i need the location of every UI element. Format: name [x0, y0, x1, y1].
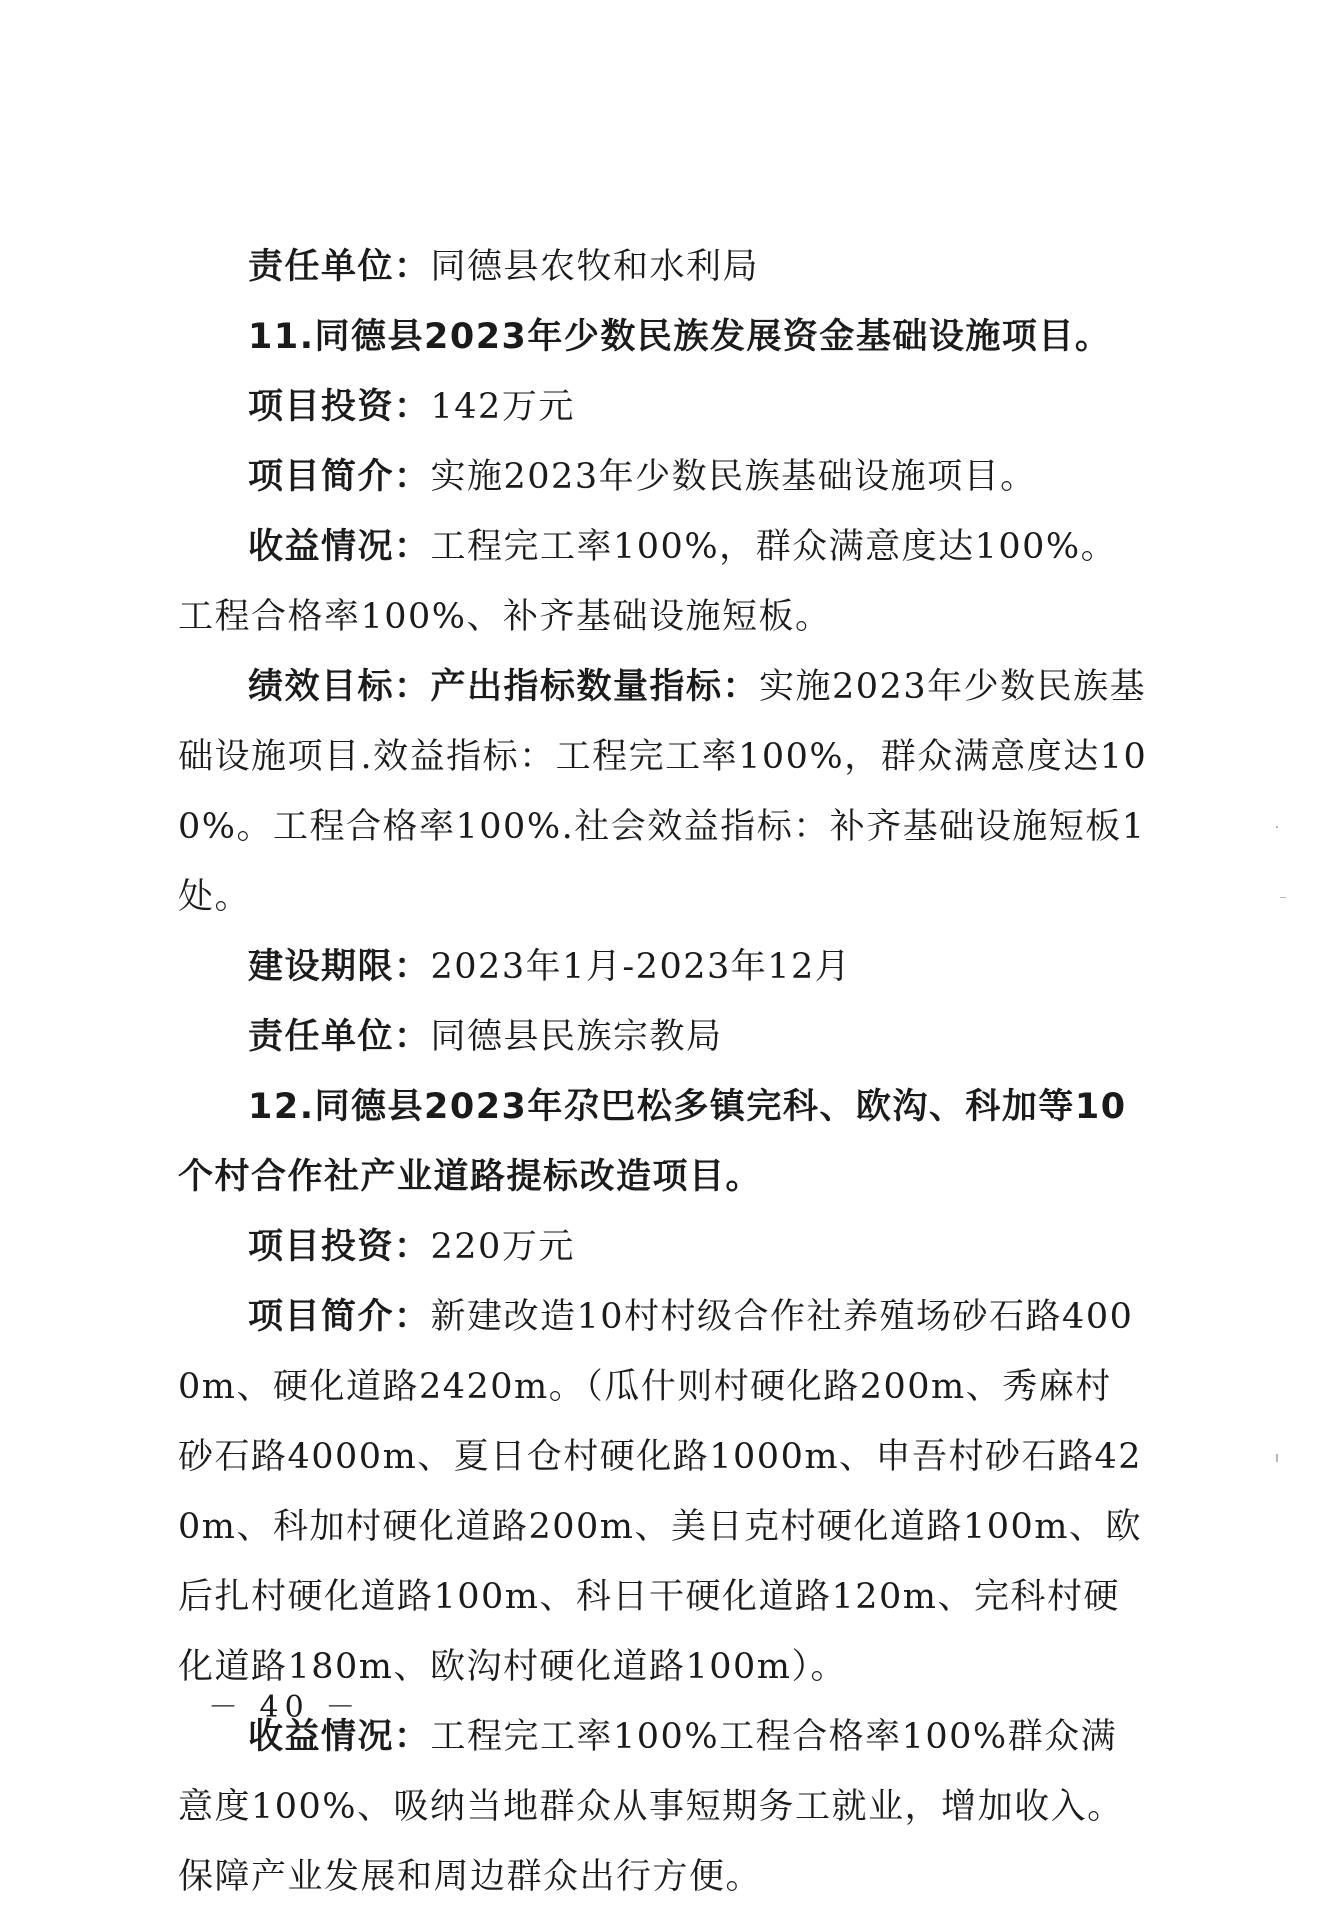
label-benefits: 收益情况：	[248, 527, 431, 567]
value-responsible-unit: 同德县民族宗教局	[430, 1017, 723, 1057]
page-number: － 40 －	[208, 1690, 362, 1725]
scan-speck	[1276, 1454, 1278, 1462]
value-benefits: 工程完工率100%，群众满意度达100%。工程合格率100%、补齐基础设施短板。	[178, 527, 1118, 637]
paragraph-performance-goals-11	[178, 652, 1148, 932]
paragraph-investment-12	[178, 1212, 1148, 1282]
paragraph-construction-period-11	[178, 932, 1148, 1002]
label-summary: 项目简介：	[248, 457, 431, 497]
value-construction-period: 2023年1月-2023年12月	[430, 947, 852, 987]
paragraph-benefits-12	[178, 1702, 1148, 1912]
value-summary: 实施2023年少数民族基础设施项目。	[430, 457, 1037, 497]
label-investment: 项目投资：	[248, 1227, 431, 1267]
paragraph-responsible-unit-1	[178, 232, 1148, 302]
scan-speck	[1276, 826, 1278, 828]
label-investment: 项目投资：	[248, 387, 431, 427]
paragraph-responsible-unit-11	[178, 1002, 1148, 1072]
value-responsible-unit: 同德县农牧和水利局	[430, 247, 760, 287]
project-11-heading: 11.同德县2023年少数民族发展资金基础设施项目。	[248, 317, 1112, 357]
label-construction-period: 建设期限：	[248, 947, 431, 987]
label-summary: 项目简介：	[248, 1297, 431, 1337]
value-benefits: 工程完工率100%工程合格率100%群众满意度100%、吸纳当地群众从事短期务工就业，增加收入。保障产业发展和周边群众出行方便。	[178, 1717, 1124, 1897]
paragraph-summary-11	[178, 442, 1148, 512]
label-benefits: 收益情况：	[248, 1717, 431, 1757]
paragraph-benefits-11	[178, 512, 1148, 652]
project-12-heading: 12.同德县2023年尕巴松多镇完科、欧沟、科加等10个村合作社产业道路提标改造项目。	[178, 1087, 1127, 1197]
value-summary: 新建改造10村村级合作社养殖场砂石路4000m、硬化道路2420m。（瓜什则村硬化路200m、秀麻村砂石路4000m、夏日仓村硬化路1000m、申吾村砂石路420m、科加村硬化道路200m、美日克村硬化道路100m、欧后扎村硬化道路100m、科日干硬化道路120m、完科村硬化道路180m、欧沟村硬化道路100m）。	[178, 1297, 1143, 1687]
paragraph-investment-11	[178, 372, 1148, 442]
paragraph-summary-12	[178, 1282, 1148, 1702]
scan-speck	[1280, 897, 1286, 898]
value-investment: 142万元	[430, 387, 575, 427]
value-investment: 220万元	[430, 1227, 575, 1267]
document-body	[178, 232, 1148, 1912]
label-performance-goals: 绩效目标：产出指标数量指标：	[248, 667, 760, 707]
label-responsible-unit: 责任单位：	[248, 247, 431, 287]
label-responsible-unit: 责任单位：	[248, 1017, 431, 1057]
value-performance-goals: 实施2023年少数民族基础设施项目.效益指标：工程完工率100%，群众满意度达100%。工程合格率100%.社会效益指标：补齐基础设施短板1处。	[178, 667, 1148, 917]
